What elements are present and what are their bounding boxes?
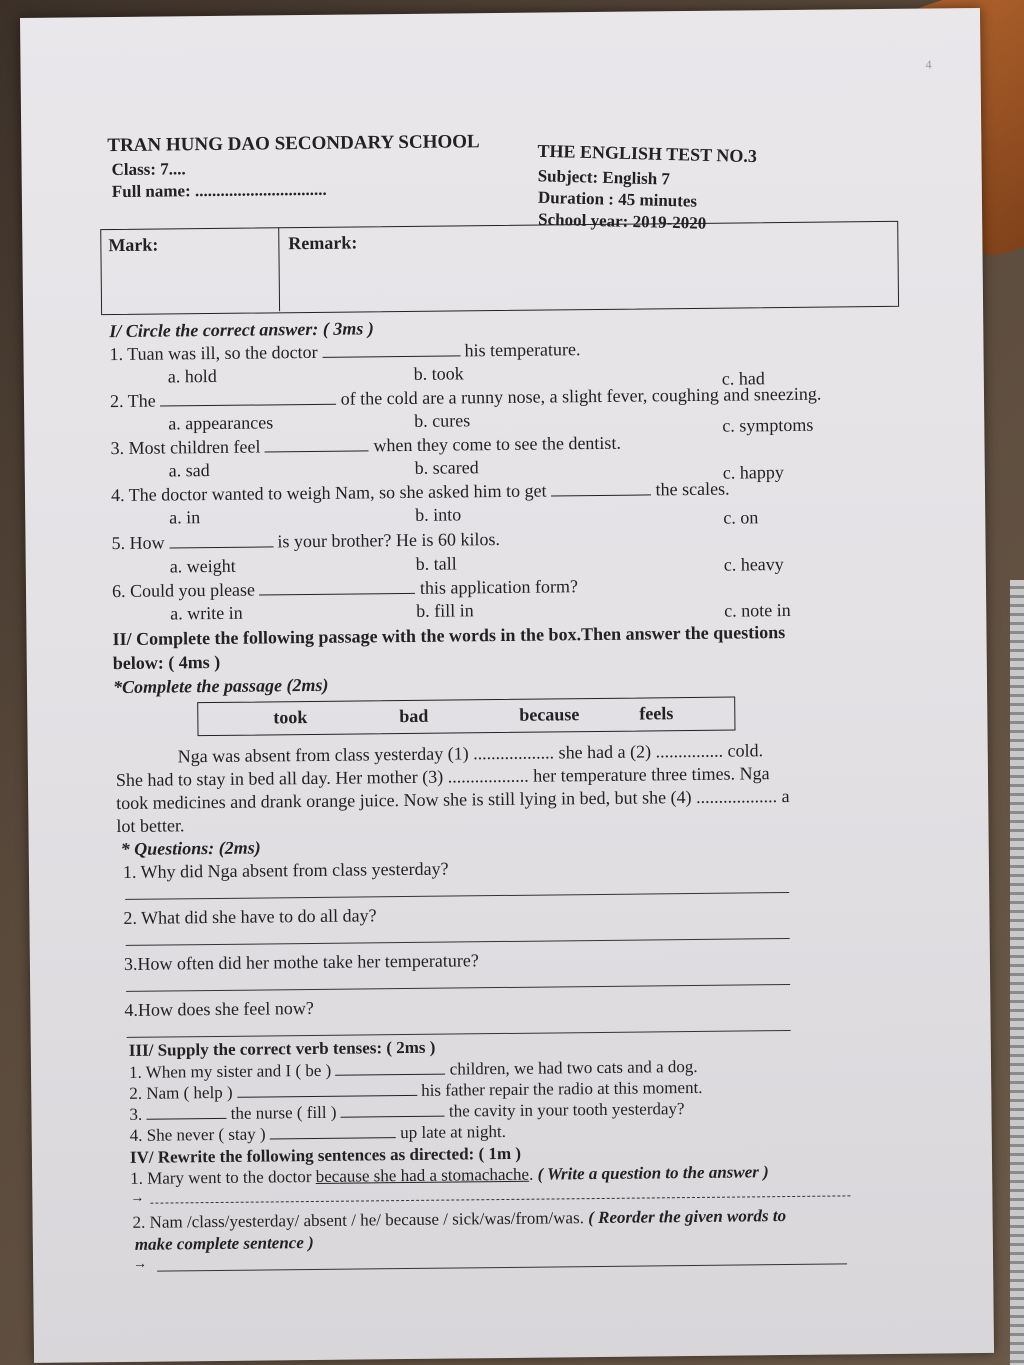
- section4-title: IV/ Rewrite the following sentences as directed: ( 1m ): [129, 1143, 522, 1167]
- answer-line-4[interactable]: [127, 1030, 791, 1038]
- q5-option-a[interactable]: a. weight: [169, 555, 236, 577]
- mark-box: [100, 221, 899, 315]
- q2-option-a[interactable]: a. appearances: [168, 412, 274, 434]
- q1-option-b[interactable]: b. took: [413, 363, 464, 384]
- s4-answer-line-1[interactable]: [150, 1195, 850, 1203]
- section1-title: I/ Circle the correct answer: ( 3ms ): [109, 318, 374, 342]
- remark-label: Remark:: [288, 232, 358, 254]
- test-title: THE ENGLISH TEST NO.3: [537, 140, 758, 167]
- exam-paper: [20, 8, 994, 1363]
- section2-sub2: * Questions: (2ms): [120, 837, 261, 859]
- passage-line4: lot better.: [116, 815, 185, 837]
- q5-option-b[interactable]: b. tall: [415, 553, 457, 574]
- section2-title-line2: below: ( 4ms ): [112, 651, 221, 674]
- s4-q1: 1. Mary went to the doctor because she had a stomachache. ( Write a question to the answer ): [130, 1162, 769, 1188]
- q2-stem: 2. The of the cold are a runny nose, a slight fever, coughing and sneezing.: [109, 383, 822, 412]
- school-name: TRAN HUNG DAO SECONDARY SCHOOL: [107, 131, 480, 157]
- mark-label: Mark:: [108, 234, 159, 256]
- school-year-label: School year: 2019-2020: [537, 209, 707, 233]
- word-took: took: [273, 707, 308, 728]
- s3-q1-blank[interactable]: [335, 1060, 445, 1076]
- word-bad: bad: [399, 705, 429, 727]
- s4-q1-instruction: ( Write a question to the answer ): [537, 1162, 769, 1184]
- q6-stem: 6. Could you please this application form?: [111, 576, 579, 602]
- s3-q4: 4. She never ( stay ) up late at night.: [129, 1121, 507, 1145]
- q3-blank[interactable]: [265, 436, 369, 452]
- fullname-label: Full name: ...............................: [111, 179, 327, 202]
- q3-option-a[interactable]: a. sad: [168, 460, 210, 481]
- answer-line-1[interactable]: [125, 892, 789, 900]
- s3-q3: 3. the nurse ( fill ) the cavity in your tooth yesterday?: [129, 1099, 685, 1124]
- q4-option-b[interactable]: b. into: [415, 504, 462, 525]
- s4-q1-arrow: →: [130, 1190, 145, 1206]
- page-number: 4: [925, 57, 932, 72]
- q5-blank[interactable]: [169, 532, 273, 548]
- question-3: 3.How often did her mothe take her temperature?: [123, 950, 479, 974]
- s4-q2-arrow: →: [132, 1256, 148, 1272]
- q5-option-c[interactable]: c. heavy: [723, 554, 784, 575]
- word-feels: feels: [639, 703, 674, 724]
- q3-option-b[interactable]: b. scared: [414, 457, 479, 478]
- q6-option-b[interactable]: b. fill in: [416, 600, 474, 621]
- table-edge: [1010, 580, 1024, 1365]
- q5-stem: 5. How is your brother? He is 60 kilos.: [111, 529, 501, 554]
- q3-stem: 3. Most children feel when they come to see the dentist.: [110, 432, 621, 459]
- subject-label: Subject: English 7: [537, 166, 671, 189]
- section3-title: III/ Supply the correct verb tenses: ( 2ms ): [128, 1037, 436, 1060]
- q1-option-a[interactable]: a. hold: [167, 365, 217, 387]
- answer-line-3[interactable]: [126, 984, 790, 992]
- q2-option-b[interactable]: b. cures: [414, 410, 471, 431]
- q4-blank[interactable]: [551, 480, 651, 496]
- s4-q2-instruction1: ( Reorder the given words to: [588, 1206, 787, 1228]
- s3-q3-blank2[interactable]: [341, 1102, 445, 1118]
- question-4: 4.How does she feel now?: [124, 997, 314, 1020]
- s4-answer-line-2[interactable]: [157, 1263, 847, 1271]
- s3-q3-blank1[interactable]: [146, 1104, 226, 1120]
- s4-q1-underlined: because she had a stomachache: [315, 1164, 530, 1186]
- s3-q2: 2. Nam ( help ) his father repair the radio at this moment.: [129, 1077, 703, 1103]
- duration-label: Duration : 45 minutes: [537, 187, 698, 211]
- section2-sub1: *Complete the passage (2ms): [112, 674, 329, 698]
- q1-option-c[interactable]: c. had: [721, 368, 765, 389]
- q2-option-c[interactable]: c. symptoms: [722, 414, 814, 436]
- q1-stem: 1. Tuan was ill, so the doctor his temperature.: [109, 339, 581, 365]
- passage-line3: took medicines and drank orange juice. Now she is still lying in bed, but she (4) .................. a: [116, 785, 790, 814]
- word-because: because: [519, 704, 580, 725]
- q2-blank[interactable]: [160, 390, 336, 407]
- q4-option-c[interactable]: c. on: [723, 507, 759, 528]
- s3-q4-blank[interactable]: [270, 1123, 396, 1139]
- q6-option-c[interactable]: c. note in: [724, 599, 791, 621]
- s4-q2: 2. Nam /class/yesterday/ absent / he/ because / sick/was/from/was. ( Reorder the given words to: [132, 1206, 787, 1232]
- class-label: Class: 7....: [111, 159, 186, 180]
- q1-blank[interactable]: [322, 341, 460, 357]
- q4-stem: 4. The doctor wanted to weigh Nam, so she asked him to get the scales.: [110, 478, 730, 506]
- passage-line1: Nga was absent from class yesterday (1) .................. she had a (2) ............... cold.: [177, 740, 764, 767]
- q3-option-c[interactable]: c. happy: [722, 462, 784, 483]
- q6-option-a[interactable]: a. write in: [170, 602, 243, 624]
- section2-title-line1: II/ Complete the following passage with the words in the box.Then answer the questions: [112, 622, 786, 650]
- q4-option-a[interactable]: a. in: [169, 507, 201, 528]
- question-2: 2. What did she have to do all day?: [123, 905, 377, 928]
- s3-q2-blank[interactable]: [237, 1081, 417, 1098]
- answer-line-2[interactable]: [126, 938, 790, 946]
- s4-q2-instruction2: make complete sentence ): [134, 1232, 314, 1254]
- q6-blank[interactable]: [259, 579, 415, 596]
- question-1: 1. Why did Nga absent from class yesterday?: [122, 858, 449, 882]
- s3-q1: 1. When my sister and I ( be ) children, we had two cats and a dog.: [128, 1056, 698, 1082]
- passage-line2: She had to stay in bed all day. Her mother (3) .................. her temperature three times. Nga: [115, 763, 770, 791]
